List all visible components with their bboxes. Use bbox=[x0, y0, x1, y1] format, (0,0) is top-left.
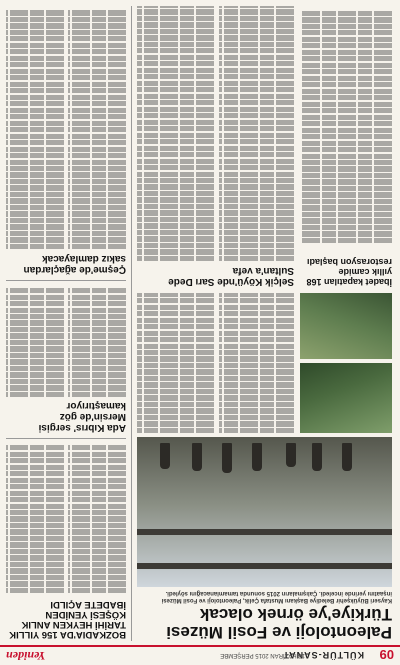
issue-date: 18 HAZİRAN 2015 PERŞEMBE bbox=[220, 652, 305, 658]
newspaper-logo: Yeniden bbox=[6, 649, 46, 663]
story-kibris-col2 bbox=[6, 287, 64, 397]
village-photo bbox=[300, 363, 392, 433]
story-cesme-col2 bbox=[6, 6, 64, 249]
story-bozkadia-col1 bbox=[68, 443, 126, 593]
page-header bbox=[0, 645, 400, 665]
story-kibris-headline: Ada Kıbrıs' sergisi Mersin'de göz kamaştırıyor bbox=[38, 400, 126, 433]
story-selcik-headline: Selçik Köyü'nde Sarı Dede Sultan'a vefa bbox=[168, 265, 294, 287]
main-headline: Paleontoloji ve Fosil Müzesi Türkiye'ye örnek olacak bbox=[166, 605, 392, 642]
story-kibris-col1 bbox=[68, 287, 126, 397]
story-divider bbox=[6, 280, 126, 281]
column-divider bbox=[131, 6, 132, 641]
mosque-photo bbox=[300, 293, 392, 359]
story-divider bbox=[6, 438, 126, 439]
story-cesme-headline: Çeşme'de ağaçlardan sakız damlayacak bbox=[23, 253, 126, 275]
page-number: 09 bbox=[379, 647, 394, 662]
museum-photo bbox=[137, 437, 392, 587]
main-story-body-col2 bbox=[137, 293, 214, 433]
main-story-body-col1 bbox=[219, 293, 294, 433]
story-selcik-col2 bbox=[137, 6, 214, 261]
section-title: KÜLTÜR-SANAT bbox=[282, 650, 364, 660]
story-bozkadia-col2 bbox=[6, 443, 64, 593]
story-cesme-col1 bbox=[68, 6, 126, 249]
story-bozkadia-headline: BOZKADIA'DA 156 YILLIK TARİHİ HEYKEN ANLIK KÖŞESİ YENİDEN İBADETE AÇILDI bbox=[9, 599, 126, 640]
story-mosque-headline: İbadet kapatılan 168 yıllık camide restorasyon başladı bbox=[306, 257, 392, 287]
story-mosque-body bbox=[300, 6, 392, 243]
main-deck: Kayseri Büyükşehir Belediye Başkanı Mustafa Çelik, Paleontoloji ve Fosil Müzesi inşaatını yerinde inceledi. Çalışmaların 2015 sonunda tamamlanacağını söyledi. bbox=[161, 590, 392, 603]
story-selcik-col1 bbox=[219, 6, 294, 261]
